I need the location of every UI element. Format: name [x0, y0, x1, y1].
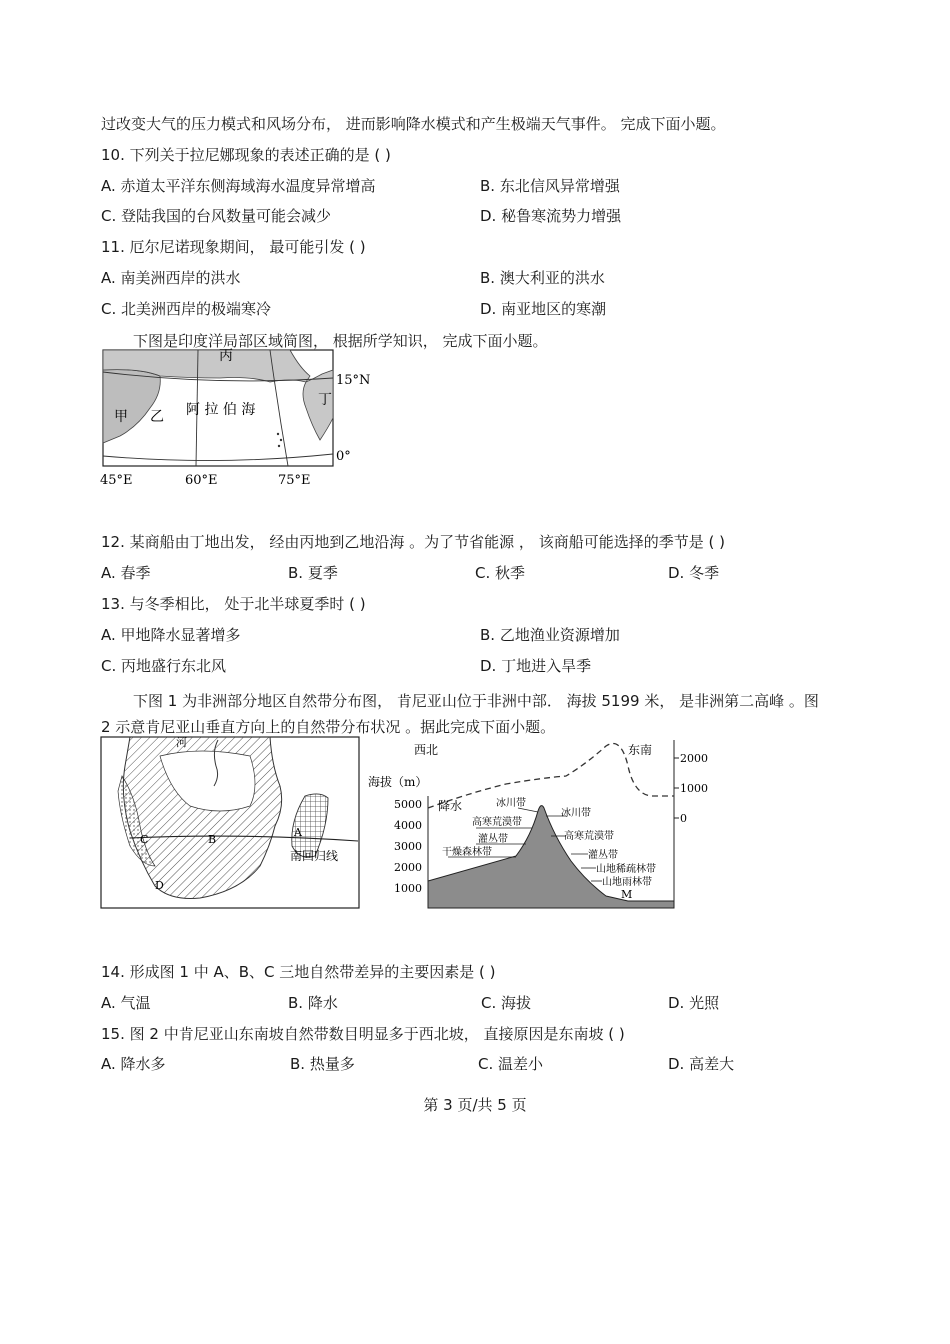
fig2-shrub-left: 灌丛带	[478, 834, 508, 845]
q15-option-d: D. 高差大	[668, 1055, 735, 1073]
q12-option-c: C. 秋季	[475, 564, 526, 582]
map1-lon-75: 75°E	[278, 473, 311, 488]
q13-option-a: A. 甲地降水显著增多	[101, 626, 241, 644]
fig2-precip-label: 降水	[438, 799, 463, 813]
fig1-label-d: D	[155, 879, 164, 892]
fig1-label-a: A	[294, 826, 302, 839]
q11-option-d: D. 南亚地区的寒潮	[480, 300, 607, 318]
fig1-label-b: B	[208, 833, 217, 846]
figure2-mount-kenya-profile	[366, 736, 711, 914]
q10-option-b: B. 东北信风异常增强	[480, 177, 620, 195]
fig2-rain-forest: 山地雨林带	[602, 877, 652, 888]
fig1-river-label: 河	[176, 736, 187, 749]
q11-stem: 11. 厄尔尼诺现象期间， 最可能引发 ( )	[101, 238, 366, 256]
q14-option-b: B. 降水	[288, 994, 338, 1012]
fig2-precip-0: 0	[680, 812, 687, 825]
q15-option-b: B. 热量多	[290, 1055, 355, 1073]
q12-option-a: A. 春季	[101, 564, 151, 582]
map1-sea-label: 阿 拉 伯 海	[186, 402, 256, 418]
q10-option-a: A. 赤道太平洋东侧海域海水温度异常增高	[101, 177, 376, 195]
q10-option-d: D. 秘鲁寒流势力增强	[480, 207, 622, 225]
fig1-label-c: C	[140, 833, 149, 846]
q15-stem: 15. 图 2 中肯尼亚山东南坡自然带数目明显多于西北坡， 直接原因是东南坡 ( )	[101, 1025, 625, 1043]
fig2-y-1000: 1000	[394, 882, 422, 895]
fig2-altitude-label: 海拔（m）	[368, 775, 428, 789]
q14-option-c: C. 海拔	[481, 994, 532, 1012]
fig2-shrub-right: 灌丛带	[588, 850, 618, 861]
fig2-glacier-right: 冰川带	[561, 808, 591, 819]
fig2-y-3000: 3000	[394, 840, 422, 853]
map1-ding-label: 丁	[318, 392, 332, 408]
fig2-y-4000: 4000	[394, 819, 422, 832]
fig2-dry-forest: 干燥森林带	[442, 847, 492, 858]
q14-stem: 14. 形成图 1 中 A、B、C 三地自然带差异的主要因素是 ( )	[101, 963, 496, 981]
q12-option-b: B. 夏季	[288, 564, 338, 582]
map1-yi-label: 乙	[150, 409, 164, 425]
fig2-alpine-desert-right: 高寒荒漠带	[564, 831, 614, 842]
fig2-y-2000: 2000	[394, 861, 422, 874]
fig2-precip-2000: 2000	[680, 752, 708, 765]
map1-lat-15: 15°N	[336, 373, 371, 388]
q13-option-b: B. 乙地渔业资源增加	[480, 626, 620, 644]
q13-option-d: D. 丁地进入旱季	[480, 657, 592, 675]
fig2-sparse-forest: 山地稀疏林带	[596, 864, 656, 875]
q15-option-c: C. 温差小	[478, 1055, 544, 1073]
map1-bing-label: 丙	[219, 348, 233, 364]
q11-option-c: C. 北美洲西岸的极端寒冷	[101, 300, 272, 318]
q15-option-a: A. 降水多	[101, 1055, 166, 1073]
fig2-alpine-desert-left: 高寒荒漠带	[472, 817, 522, 828]
q13-option-c: C. 丙地盛行东北风	[101, 657, 227, 675]
map1-lat-0: 0°	[336, 449, 351, 464]
map1-jia-label: 甲	[114, 409, 128, 425]
q11-option-b: B. 澳大利亚的洪水	[480, 269, 605, 287]
fig2-y-5000: 5000	[394, 798, 422, 811]
q14-option-a: A. 气温	[101, 994, 151, 1012]
q14-option-d: D. 光照	[668, 994, 720, 1012]
fig2-southeast: 东南	[628, 743, 653, 757]
fig2-label-m: M	[621, 888, 633, 901]
fig2-glacier-left: 冰川带	[496, 798, 526, 809]
africa-intro-line2: 2 示意肯尼亚山垂直方向上的自然带分布状况 。据此完成下面小题。	[101, 718, 556, 736]
africa-intro-line1: 下图 1 为非洲部分地区自然带分布图， 肯尼亚山位于非洲中部． 海拔 5199 米， 是非洲第二高峰 。图	[133, 692, 819, 710]
q10-stem: 10. 下列关于拉尼娜现象的表述正确的是 ( )	[101, 146, 391, 164]
q13-stem: 13. 与冬季相比， 处于北半球夏季时 ( )	[101, 595, 366, 613]
intro-tail: 过改变大气的压力模式和风场分布， 进而影响降水模式和产生极端天气事件。 完成下面小题。	[101, 115, 726, 133]
fig2-precip-1000: 1000	[680, 782, 708, 795]
q10-option-c: C. 登陆我国的台风数量可能会减少	[101, 207, 332, 225]
q11-option-a: A. 南美洲西岸的洪水	[101, 269, 241, 287]
figure1-africa-map	[100, 736, 362, 911]
q12-stem: 12. 某商船由丁地出发， 经由丙地到乙地沿海 。为了节省能源 ， 该商船可能选择的季节是 ( )	[101, 533, 725, 551]
map1-intro: 下图是印度洋局部区域简图， 根据所学知识， 完成下面小题。	[133, 332, 548, 350]
map1-lon-60: 60°E	[185, 473, 218, 488]
fig1-tropic-label: 南回归线	[290, 849, 339, 863]
indian-ocean-map	[100, 348, 375, 490]
fig2-northwest: 西北	[414, 743, 439, 757]
page-footer: 第 3 页/共 5 页	[423, 1096, 527, 1114]
map1-lon-45: 45°E	[100, 473, 133, 488]
q12-option-d: D. 冬季	[668, 564, 720, 582]
